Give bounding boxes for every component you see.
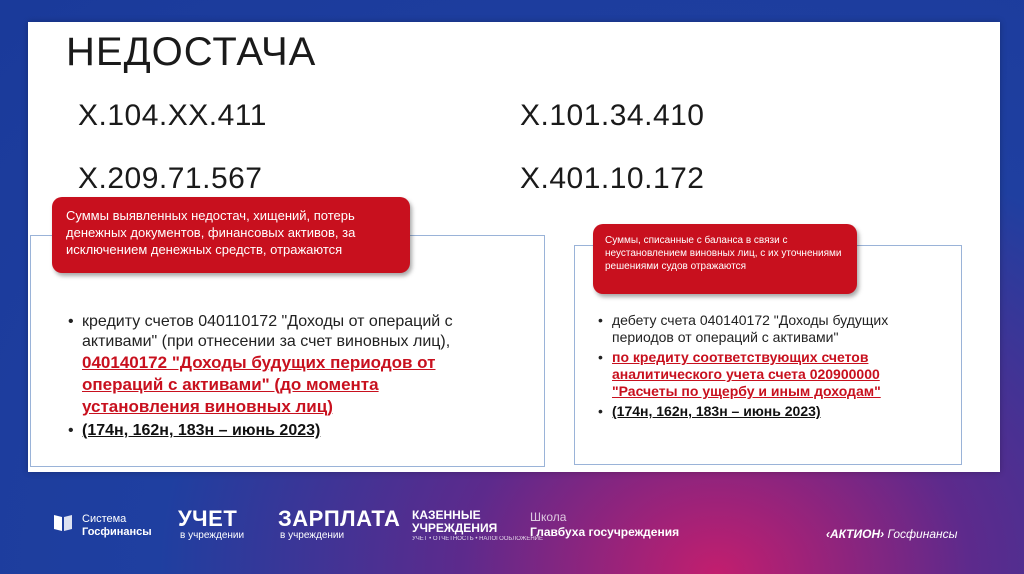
highlighted-text: по кредиту соответствующих счетов аналитического учета счета 020900000 "Расчеты по ущербу и иным доходам" xyxy=(612,349,881,399)
right-list xyxy=(598,312,908,423)
logo-main: УЧЕТ xyxy=(178,506,238,531)
account-code: Х.209.71.567 xyxy=(78,162,263,195)
list-item xyxy=(598,312,908,346)
logo-sistema-gosfinansy[interactable] xyxy=(82,513,152,539)
logo-brand: ‹АКТИОН› xyxy=(826,527,885,541)
list-item xyxy=(598,349,908,400)
left-callout: Суммы выявленных недостач, хищений, потерь денежных документов, финансовых активов, за исключением денежных средств, отражаются xyxy=(52,197,410,273)
logo-line: КАЗЕННЫЕ xyxy=(412,508,481,522)
right-callout: Суммы, списанные с баланса в связи с неустановлением виновных лиц, с их уточнениями решениями судов отражаются xyxy=(593,224,857,294)
logo-kazennye[interactable] xyxy=(412,509,543,543)
left-list xyxy=(68,312,488,444)
list-item-text: дебету счета 040140172 "Доходы будущих периодов от операций с активами" xyxy=(612,312,889,345)
account-code: Х.104.ХХ.411 xyxy=(78,99,267,132)
logo-sub: в учреждении xyxy=(180,530,245,541)
slide xyxy=(28,22,1000,472)
list-item-text: кредиту счетов 040110172 "Доходы от операций с активами" (при отнесении за счет виновных лиц), xyxy=(82,313,453,350)
list-item xyxy=(68,312,488,418)
logo-uchet[interactable] xyxy=(178,508,244,541)
logo-line: Школа xyxy=(530,510,567,524)
account-code: Х.401.10.172 xyxy=(520,162,705,195)
logo-sub: Госфинансы xyxy=(887,527,958,541)
logo-zarplata[interactable] xyxy=(278,508,400,541)
list-item xyxy=(598,403,908,420)
logo-sub: в учреждении xyxy=(280,530,345,541)
regulation-ref: (174н, 162н, 183н – июнь 2023) xyxy=(82,422,321,439)
list-item xyxy=(68,421,488,441)
slide-title: НЕДОСТАЧА xyxy=(66,30,317,74)
logo-tagline: УЧЕТ • ОТЧЕТНОСТЬ • НАЛОГООБЛОЖЕНИЕ xyxy=(412,536,543,542)
logo-line: Система xyxy=(82,513,127,525)
account-code: Х.101.34.410 xyxy=(520,99,705,132)
logo-line: Госфинансы xyxy=(82,526,152,538)
regulation-ref: (174н, 162н, 183н – июнь 2023) xyxy=(612,403,821,419)
footer xyxy=(0,500,1024,574)
logo-line: Главбуха госучреждения xyxy=(530,525,680,539)
highlighted-text: 040140172 "Доходы будущих периодов от операций с активами" (до момента установления виновных лиц) xyxy=(82,353,436,416)
logo-line: УЧРЕЖДЕНИЯ xyxy=(412,521,498,535)
logo-shkola[interactable] xyxy=(530,510,679,540)
book-icon xyxy=(52,511,74,533)
logo-main: ЗАРПЛАТА xyxy=(278,506,401,531)
logo-aktion[interactable] xyxy=(826,527,957,541)
